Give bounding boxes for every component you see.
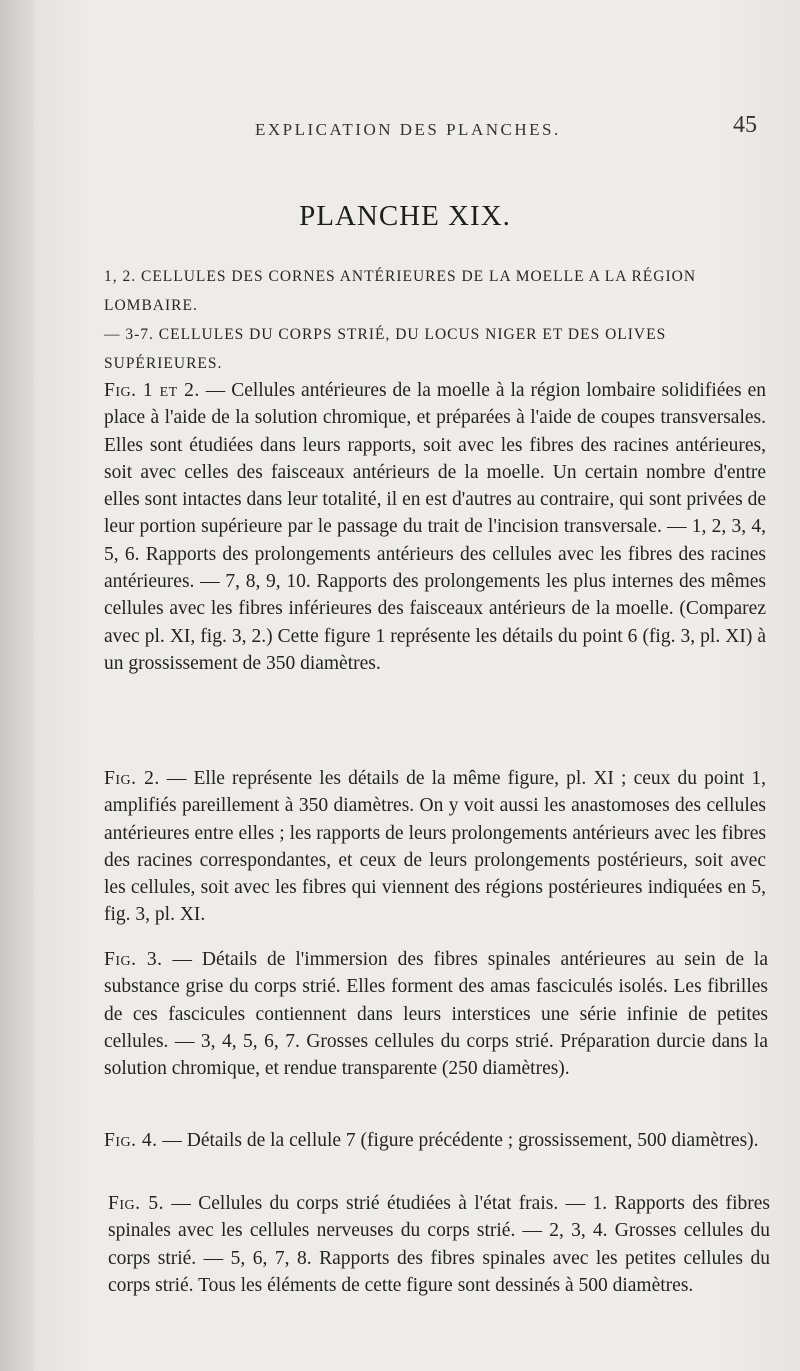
figure-label: Fig. 4.: [104, 1130, 158, 1151]
figure-entry-1: [104, 377, 766, 677]
summary-line-1: 1, 2. CELLULES DES CORNES ANTÉRIEURES DE LA MOELLE A LA RÉGION LOMBAIRE.: [104, 268, 697, 314]
page-number: 45: [733, 112, 757, 138]
figure-text: — Cellules du corps strié étudiées à l'état frais. — 1. Rapports des fibres spinales avec les cellules nerveuses du corps strié. — 2, 3, 4. Grosses cellules du corps strié. — 5, 6, 7, 8. Rapports des fibres spinales avec les petites cellules du corps strié. Tous les éléments de cette figure sont dessinés à 500 diamètres.: [108, 1193, 771, 1296]
figure-label: Fig. 1 et 2.: [104, 380, 200, 401]
figure-label: Fig. 5.: [108, 1193, 164, 1214]
figure-text: — Détails de la cellule 7 (figure précédente ; grossissement, 500 diamètres).: [162, 1130, 759, 1151]
figure-text: — Elle représente les détails de la même figure, pl. XI ; ceux du point 1, amplifiés pareillement à 350 diamètres. On y voit aussi les anastomoses des cellules antérieures entre elles ; les rapports de leurs prolongements antérieurs avec les fibres des racines correspondantes, et ceux de leurs prolongements postérieurs, soit avec les cellules, soit avec les fibres qui viennent des régions postérieures indiquées en 5, fig. 3, pl. XI.: [104, 768, 767, 926]
plate-summary: [104, 262, 776, 378]
running-head: EXPLICATION DES PLANCHES.: [255, 120, 561, 139]
figure-entry-5: [108, 1190, 770, 1299]
figure-text: — Cellules antérieures de la moelle à la région lombaire solidifiées en place à l'aide de la solution chromique, et préparées à l'aide de coupes transversales. Elles sont étudiées dans leurs rapports, soit avec les fibres des racines antérieures, soit avec celles des faisceaux antérieurs de la moelle. Un certain nombre d'entre elles sont intactes dans leur totalité, il en est d'autres au contraire, qui sont privées de leur portion supérieure par le passage du trait de l'incision transversale. — 1, 2, 3, 4, 5, 6. Rapports des prolongements antérieurs des cellules avec les fibres des racines antérieures. — 7, 8, 9, 10. Rapports des prolongements les plus internes des mêmes cellules avec les fibres inférieures des faisceaux antérieurs de la moelle. (Comparez avec pl. XI, fig. 3, 2.) Cette figure 1 représente les détails du point 6 (fig. 3, pl. XI) à un grossissement de 350 diamètres.: [104, 380, 766, 674]
figure-entry-2: [104, 765, 766, 929]
figure-label: Fig. 2.: [104, 768, 160, 789]
plate-title: PLANCHE XIX.: [299, 200, 511, 232]
summary-line-2: — 3-7. CELLULES DU CORPS STRIÉ, DU LOCUS NIGER ET DES OLIVES SUPÉRIEURES.: [104, 326, 667, 372]
figure-text: — Détails de l'immersion des fibres spinales antérieures au sein de la substance grise du corps strié. Elles forment des amas fasciculés isolés. Les fibrilles de ces fascicules contiennent dans leurs interstices une série infinie de petites cellules. — 3, 4, 5, 6, 7. Grosses cellules du corps strié. Préparation durcie dans la solution chromique, et rendue transparente (250 diamètres).: [104, 949, 768, 1080]
figure-entry-4: [104, 1127, 766, 1154]
figure-entry-3: [104, 946, 768, 1082]
figure-label: Fig. 3.: [104, 949, 163, 970]
